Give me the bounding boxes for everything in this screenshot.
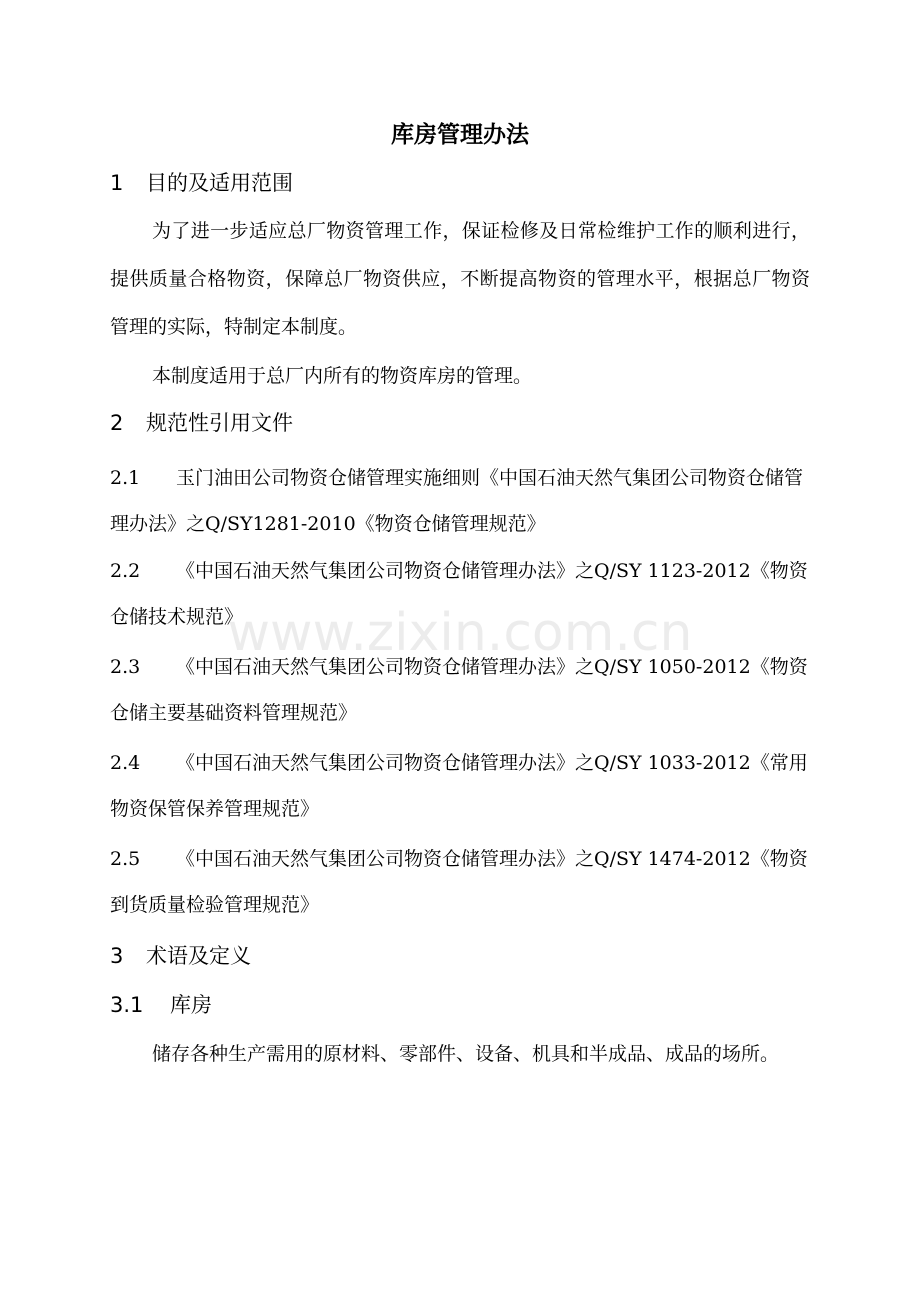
reference-item xyxy=(110,455,810,547)
section-2-number: 2 xyxy=(110,411,124,435)
section-3-number: 3 xyxy=(110,944,124,968)
reference-item xyxy=(110,740,810,832)
section-1-number: 1 xyxy=(110,171,124,195)
reference-text: 《中国石油天然气集团公司物资仓储管理办法》之Q/SY 1474-2012《物资到货质量检验管理规范》 xyxy=(110,848,808,916)
reference-number: 2.5 xyxy=(110,848,141,870)
reference-text: 玉门油田公司物资仓储管理实施细则《中国石油天然气集团公司物资仓储管理办法》之Q/SY1281-2010《物资仓储管理规范》 xyxy=(110,467,804,535)
subsection-3-1-paragraph: 储存各种生产需用的原材料、零部件、设备、机具和半成品、成品的场所。 xyxy=(152,1043,780,1065)
reference-item xyxy=(110,548,810,640)
subsection-3-1-title: 库房 xyxy=(170,993,212,1017)
reference-item xyxy=(110,644,810,736)
section-3-title: 术语及定义 xyxy=(146,944,251,968)
watermark: www.zixin.com.cn xyxy=(227,603,693,663)
section-3-heading xyxy=(110,941,251,971)
document-title: 库房管理办法 xyxy=(391,122,529,148)
reference-number: 2.3 xyxy=(110,656,141,678)
section-1-title: 目的及适用范围 xyxy=(146,171,293,195)
reference-text: 《中国石油天然气集团公司物资仓储管理办法》之Q/SY 1033-2012《常用物资保管保养管理规范》 xyxy=(110,752,808,820)
reference-item xyxy=(110,836,810,928)
reference-text: 《中国石油天然气集团公司物资仓储管理办法》之Q/SY 1050-2012《物资仓储主要基础资料管理规范》 xyxy=(110,656,808,724)
section-2-title: 规范性引用文件 xyxy=(146,411,293,435)
section-2-heading xyxy=(110,408,293,438)
section-1-heading xyxy=(110,168,293,198)
subsection-3-1-number: 3.1 xyxy=(110,993,144,1017)
reference-number: 2.1 xyxy=(110,467,141,489)
subsection-3-1-heading xyxy=(110,990,212,1020)
reference-number: 2.2 xyxy=(110,560,141,582)
section-1-paragraph-2: 本制度适用于总厂内所有的物资库房的管理。 xyxy=(152,365,533,387)
section-1-paragraph-1: 为了进一步适应总厂物资管理工作，保证检修及日常检维护工作的顺利进行，提供质量合格物资，保障总厂物资供应，不断提高物资的管理水平，根据总厂物资管理的实际，特制定本制度。 xyxy=(110,220,810,338)
reference-text: 《中国石油天然气集团公司物资仓储管理办法》之Q/SY 1123-2012《物资仓储技术规范》 xyxy=(110,560,808,628)
reference-number: 2.4 xyxy=(110,752,141,774)
